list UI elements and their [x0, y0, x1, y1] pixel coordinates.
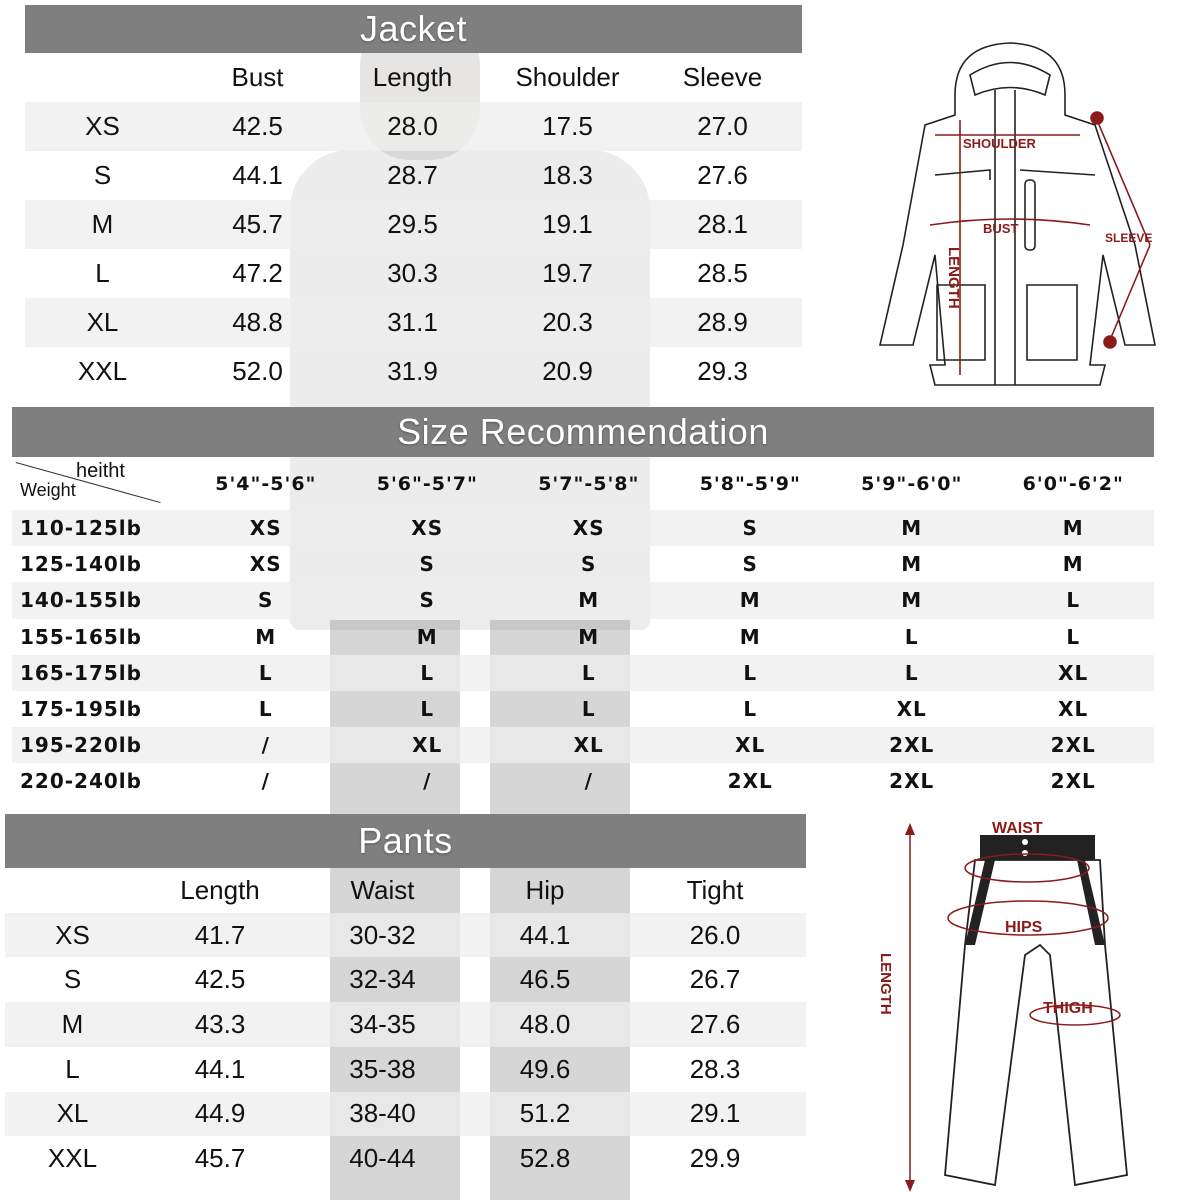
- recommended-size: L: [581, 660, 596, 685]
- measurement-value: 28.0: [387, 111, 438, 141]
- height-range-header: 5'8"-5'9": [699, 473, 801, 495]
- recommended-size: M: [901, 516, 923, 541]
- recommended-size: XL: [1058, 697, 1089, 722]
- weight-range-label: 125-140lb: [20, 552, 142, 577]
- measurement-value: 48.0: [519, 1008, 571, 1039]
- recommended-size: M: [416, 624, 438, 649]
- size-label: XXL: [77, 356, 128, 386]
- size-label: S: [63, 964, 82, 995]
- height-range-header: 5'9"-6'0": [861, 473, 963, 495]
- pants-column-header: Tight: [686, 874, 744, 905]
- jacket-table-row: [25, 102, 802, 151]
- recommended-size: M: [739, 624, 761, 649]
- measurement-value: 29.1: [689, 1098, 741, 1129]
- measurement-value: 28.5: [697, 258, 748, 288]
- measurement-value: 44.1: [232, 160, 283, 190]
- jacket-title-band: [25, 5, 802, 53]
- measurement-value: 30-32: [349, 919, 416, 950]
- recommendation-row: [12, 619, 1154, 655]
- recommended-size: S: [258, 588, 274, 613]
- measurement-value: 52.8: [519, 1143, 571, 1174]
- recommended-size: L: [1066, 624, 1081, 649]
- recommended-size: XL: [412, 733, 443, 758]
- recommended-size: XS: [411, 516, 444, 541]
- measurement-value: 28.1: [697, 209, 748, 239]
- pants-header-row: [5, 868, 806, 913]
- recommended-size: M: [1062, 516, 1084, 541]
- recommended-size: L: [581, 697, 596, 722]
- measurement-value: 29.9: [689, 1143, 741, 1174]
- jacket-table-row: [25, 151, 802, 200]
- pants-measurement-diagram: [865, 815, 1165, 1200]
- measurement-value: 30.3: [387, 258, 438, 288]
- waist-label: WAIST: [992, 820, 1043, 837]
- size-label: M: [91, 209, 114, 239]
- recommendation-row: [12, 655, 1154, 691]
- pants-column-header: Length: [180, 874, 260, 905]
- jacket-table-row: [25, 347, 802, 396]
- recommended-size: M: [739, 588, 761, 613]
- jacket-measurement-diagram: [865, 35, 1175, 395]
- measurement-value: 20.3: [542, 307, 593, 337]
- size-label: L: [95, 258, 110, 288]
- jacket-column-header: Sleeve: [682, 62, 763, 92]
- bust-label: BUST: [983, 221, 1019, 236]
- pants-table-row: [5, 957, 806, 1002]
- recommended-size: S: [419, 552, 435, 577]
- measurement-value: 40-44: [349, 1143, 416, 1174]
- recommended-size: M: [255, 624, 277, 649]
- weight-range-label: 175-195lb: [20, 697, 142, 722]
- recommended-size: L: [258, 697, 273, 722]
- pants-column-header: Waist: [350, 874, 415, 905]
- measurement-value: 44.9: [194, 1098, 246, 1129]
- pants-table-row: [5, 1136, 806, 1181]
- recommended-size: M: [578, 588, 600, 613]
- recommended-size: XL: [896, 697, 927, 722]
- measurement-value: 46.5: [519, 964, 571, 995]
- recommended-size: XS: [572, 516, 605, 541]
- recommended-size: 2XL: [889, 733, 935, 758]
- recommended-size: /: [584, 769, 593, 794]
- recommended-size: S: [581, 552, 597, 577]
- recommended-size: /: [261, 733, 270, 758]
- measurement-value: 44.1: [519, 919, 571, 950]
- height-range-header: 5'7"-5'8": [538, 473, 640, 495]
- weight-range-label: 140-155lb: [20, 588, 142, 613]
- recommended-size: L: [1066, 588, 1081, 613]
- measurement-value: 29.5: [387, 209, 438, 239]
- measurement-value: 26.0: [689, 919, 741, 950]
- recommended-size: 2XL: [1050, 733, 1096, 758]
- jacket-header-row: [25, 53, 802, 102]
- height-header-row: [12, 460, 1154, 508]
- measurement-value: 26.7: [689, 964, 741, 995]
- pants-table-row: [5, 913, 806, 958]
- recommendation-row: [12, 546, 1154, 582]
- measurement-value: 48.8: [232, 307, 283, 337]
- recommended-size: L: [420, 660, 435, 685]
- measurement-value: 28.3: [689, 1053, 741, 1084]
- jacket-table-row: [25, 298, 802, 347]
- recommended-size: 2XL: [1050, 769, 1096, 794]
- measurement-value: 19.1: [542, 209, 593, 239]
- size-recommendation-title: Size Recommendation: [397, 411, 769, 452]
- measurement-value: 35-38: [349, 1053, 416, 1084]
- recommended-size: S: [742, 516, 758, 541]
- recommended-size: S: [419, 588, 435, 613]
- jacket-column-header: Length: [372, 62, 453, 92]
- jacket-column-header: Shoulder: [515, 62, 620, 92]
- recommended-size: L: [258, 660, 273, 685]
- measurement-value: 28.7: [387, 160, 438, 190]
- measurement-value: 32-34: [349, 964, 416, 995]
- measurement-value: 18.3: [542, 160, 593, 190]
- size-label: XL: [56, 1098, 89, 1129]
- measurement-value: 49.6: [519, 1053, 571, 1084]
- size-label: XL: [86, 307, 119, 337]
- weight-range-label: 110-125lb: [20, 516, 142, 541]
- recommended-size: L: [420, 697, 435, 722]
- measurement-value: 31.9: [387, 356, 438, 386]
- measurement-value: 27.6: [697, 160, 748, 190]
- size-label: S: [93, 160, 112, 190]
- recommended-size: XL: [735, 733, 766, 758]
- height-range-header: 6'0"-6'2": [1022, 473, 1124, 495]
- measurement-value: 29.3: [697, 356, 748, 386]
- measurement-value: 20.9: [542, 356, 593, 386]
- recommendation-row: [12, 582, 1154, 618]
- weight-axis-label: Weight: [20, 480, 76, 500]
- size-label: L: [65, 1053, 80, 1084]
- recommended-size: 2XL: [889, 769, 935, 794]
- recommended-size: S: [742, 552, 758, 577]
- measurement-value: 34-35: [349, 1008, 416, 1039]
- measurement-value: 45.7: [232, 209, 283, 239]
- size-recommendation-title-band: [12, 407, 1154, 457]
- recommended-size: /: [423, 769, 432, 794]
- weight-range-label: 195-220lb: [20, 733, 142, 758]
- recommended-size: L: [904, 624, 919, 649]
- height-range-header: 5'4"-5'6": [215, 473, 317, 495]
- recommended-size: L: [743, 660, 758, 685]
- measurement-value: 47.2: [232, 258, 283, 288]
- measurement-value: 27.0: [697, 111, 748, 141]
- pants-table-row: [5, 1002, 806, 1047]
- recommendation-row: [12, 763, 1154, 799]
- recommended-size: M: [578, 624, 600, 649]
- measurement-value: 51.2: [519, 1098, 571, 1129]
- weight-range-label: 165-175lb: [20, 660, 142, 685]
- recommended-size: XS: [249, 552, 282, 577]
- shoulder-label: SHOULDER: [963, 136, 1036, 151]
- pants-table-row: [5, 1047, 806, 1092]
- jacket-title: Jacket: [359, 8, 468, 49]
- measurement-value: 28.9: [697, 307, 748, 337]
- measurement-value: 41.7: [194, 919, 246, 950]
- size-label: XS: [85, 111, 120, 141]
- recommendation-row: [12, 510, 1154, 546]
- weight-range-label: 155-165lb: [20, 624, 142, 649]
- recommended-size: XS: [249, 516, 282, 541]
- recommended-size: M: [901, 552, 923, 577]
- size-label: XS: [55, 919, 90, 950]
- pants-title: Pants: [358, 820, 453, 861]
- recommended-size: L: [904, 660, 919, 685]
- recommended-size: XL: [573, 733, 604, 758]
- height-axis-label: heitht: [76, 460, 125, 482]
- recommended-size: 2XL: [727, 769, 773, 794]
- height-range-header: 5'6"-5'7": [376, 473, 478, 495]
- pants-length-label: LENGTH: [877, 953, 894, 1015]
- pants-title-band: [5, 814, 806, 868]
- recommended-size: L: [743, 697, 758, 722]
- jacket-table-row: [25, 200, 802, 249]
- recommended-size: M: [1062, 552, 1084, 577]
- measurement-value: 45.7: [194, 1143, 246, 1174]
- measurement-value: 52.0: [232, 356, 283, 386]
- recommendation-row: [12, 727, 1154, 763]
- recommended-size: XL: [1058, 660, 1089, 685]
- measurement-value: 31.1: [387, 307, 438, 337]
- measurement-value: 42.5: [194, 964, 246, 995]
- measurement-value: 17.5: [542, 111, 593, 141]
- size-label: M: [61, 1008, 84, 1039]
- thigh-label: THIGH: [1043, 1000, 1093, 1017]
- size-label: XXL: [47, 1143, 98, 1174]
- pants-column-header: Hip: [525, 874, 565, 905]
- measurement-value: 43.3: [194, 1008, 246, 1039]
- measurement-value: 19.7: [542, 258, 593, 288]
- jacket-length-label: LENGTH: [945, 247, 962, 309]
- recommended-size: /: [261, 769, 270, 794]
- measurement-value: 42.5: [232, 111, 283, 141]
- measurement-value: 27.6: [689, 1008, 741, 1039]
- recommended-size: M: [901, 588, 923, 613]
- recommendation-row: [12, 691, 1154, 727]
- sleeve-label: SLEEVE: [1105, 231, 1153, 245]
- pants-table-row: [5, 1092, 806, 1137]
- jacket-column-header: Bust: [231, 62, 284, 92]
- jacket-table-row: [25, 249, 802, 298]
- measurement-value: 44.1: [194, 1053, 246, 1084]
- weight-range-label: 220-240lb: [20, 769, 142, 794]
- measurement-value: 38-40: [349, 1098, 416, 1129]
- hips-label: HIPS: [1005, 919, 1043, 936]
